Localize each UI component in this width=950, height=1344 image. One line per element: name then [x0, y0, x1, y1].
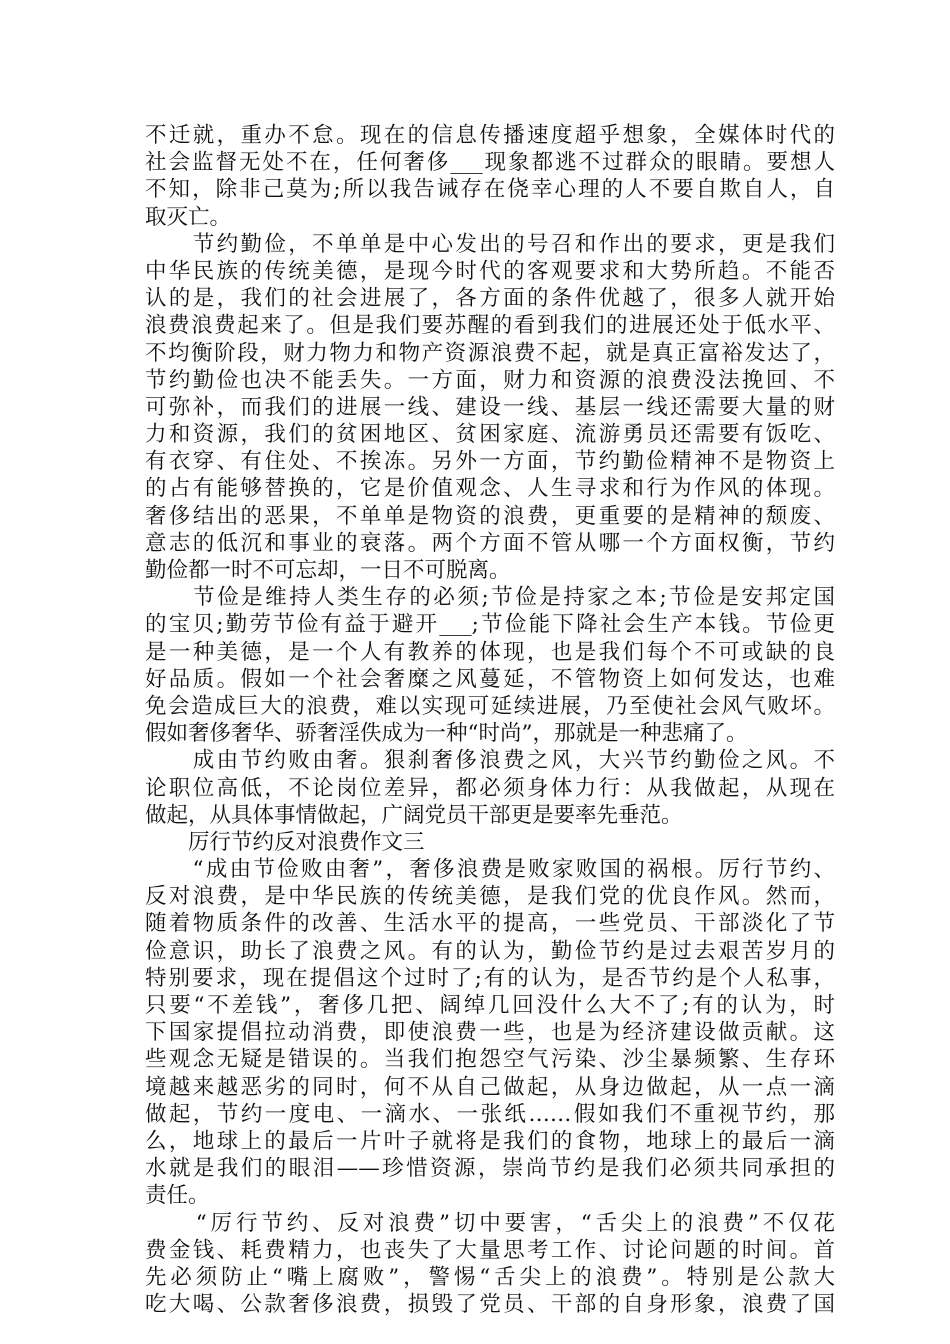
- text-line: 社会监督无处不在，任何奢侈___现象都逃不过群众的眼睛。要想人: [145, 150, 835, 176]
- text-line: 吃大喝、公款奢侈浪费，损毁了党员、干部的自身形象，浪费了国: [145, 1292, 835, 1318]
- text-line: 反对浪费，是中华民族的传统美德，是我们党的优良作风。然而，: [145, 884, 835, 910]
- text-line: 下国家提倡拉动消费，即使浪费一些，也是为经济建设做贡献。这: [145, 1020, 835, 1046]
- text-line: 节约勤俭也决不能丢失。一方面，财力和资源的浪费没法挽回、不: [145, 367, 835, 393]
- text-line: 取灭亡。: [145, 204, 232, 230]
- text-line: 论职位高低，不论岗位差异，都必须身体力行：从我做起，从现在: [145, 775, 835, 801]
- text-line: 假如奢侈奢华、骄奢淫佚成为一种“时尚”，那就是一种悲痛了。: [145, 721, 748, 747]
- text-line: 好品质。假如一个社会奢糜之风蔓延，不管物资上如何发达，也难: [145, 666, 835, 692]
- text-line: 是一种美德，是一个人有教养的体现，也是我们每个不可或缺的良: [145, 639, 835, 665]
- text-line: 的宝贝;勤劳节俭有益于避开___;节俭能下降社会生产本钱。节俭更: [145, 612, 835, 638]
- text-line: “成由节俭败由奢”，奢侈浪费是败家败国的祸根。厉行节约、: [145, 857, 835, 883]
- text-line: 俭意识，助长了浪费之风。有的认为，勤俭节约是过去艰苦岁月的: [145, 938, 835, 964]
- text-line: 不均衡阶段，财力物力和物产资源浪费不起，就是真正富裕发达了，: [145, 340, 835, 366]
- text-line: 么，地球上的最后一片叶子就将是我们的食物，地球上的最后一滴: [145, 1128, 835, 1154]
- text-line: 厉行节约反对浪费作文三: [145, 829, 425, 855]
- text-line: 成由节约败由奢。狠刹奢侈浪费之风，大兴节约勤俭之风。不: [145, 748, 835, 774]
- text-line: 不知，除非己莫为;所以我告诫存在侥幸心理的人不要自欺自人，自: [145, 177, 835, 203]
- text-line: 只要“不差钱”，奢侈几把、阔绰几回没什么大不了;有的认为，时: [145, 993, 835, 1018]
- text-line: 勤俭都一时不可忘却，一日不可脱离。: [145, 558, 511, 583]
- text-line: 随着物质条件的改善、生活水平的提高，一些党员、干部淡化了节: [145, 911, 835, 937]
- text-line: 中华民族的传统美德，是现今时代的客观要求和大势所趋。不能否: [145, 258, 835, 284]
- text-line: 意志的低沉和事业的衰落。两个方面不管从哪一个方面权衡，节约: [145, 530, 835, 556]
- text-line: 做起，节约一度电、一滴水、一张纸……假如我们不重视节约，那: [145, 1101, 835, 1127]
- text-line: 节俭是维持人类生存的必须;节俭是持家之本;节俭是安邦定国: [145, 585, 835, 611]
- text-line: 浪费浪费起来了。但是我们要苏醒的看到我们的进展还处于低水平、: [145, 313, 835, 339]
- text-line: 认的是，我们的社会进展了，各方面的条件优越了，很多人就开始: [145, 286, 835, 312]
- text-line: 不迁就，重办不怠。现在的信息传播速度超乎想象，全媒体时代的: [145, 123, 835, 148]
- document-page: [145, 122, 835, 1318]
- text-line: 做起，从具体事情做起，广阔党员干部更是要率先垂范。: [145, 802, 683, 828]
- text-line: 奢侈结出的恶果，不单单是物资的浪费，更重要的是精神的颓废、: [145, 503, 835, 529]
- text-line: 先必须防止“嘴上腐败”，警惕“舌尖上的浪费”。特别是公款大: [145, 1264, 835, 1290]
- text-line: 免会造成巨大的浪费，难以实现可延续进展，乃至使社会风气败坏。: [145, 693, 835, 719]
- text-line: 节约勤俭，不单单是中心发出的号召和作出的要求，更是我们: [145, 231, 835, 257]
- text-line: 费金钱、耗费精力，也丧失了大量思考工作、讨论问题的时间。首: [145, 1237, 835, 1263]
- text-line: 特别要求，现在提倡这个过时了;有的认为，是否节约是个人私事，: [145, 965, 835, 991]
- text-line: 水就是我们的眼泪——珍惜资源，崇尚节约是我们必须共同承担的: [145, 1156, 835, 1182]
- text-line: 的占有能够替换的，它是价值观念、人生寻求和行为作风的体现。: [145, 476, 835, 502]
- text-line: 可弥补，而我们的进展一线、建设一线、基层一线还需要大量的财: [145, 394, 835, 420]
- text-line: 些观念无疑是错误的。当我们抱怨空气污染、沙尘暴频繁、生存环: [145, 1047, 835, 1073]
- text-line: “厉行节约、反对浪费”切中要害，“舌尖上的浪费”不仅花: [145, 1210, 835, 1236]
- text-line: 有衣穿、有住处、不挨冻。另外一方面，节约勤俭精神不是物资上: [145, 449, 835, 475]
- text-line: 境越来越恶劣的同时，何不从自己做起，从身边做起，从一点一滴: [145, 1074, 835, 1100]
- text-line: 力和资源，我们的贫困地区、贫困家庭、流游勇员还需要有饭吃、: [145, 422, 835, 448]
- text-line: 责任。: [145, 1183, 210, 1209]
